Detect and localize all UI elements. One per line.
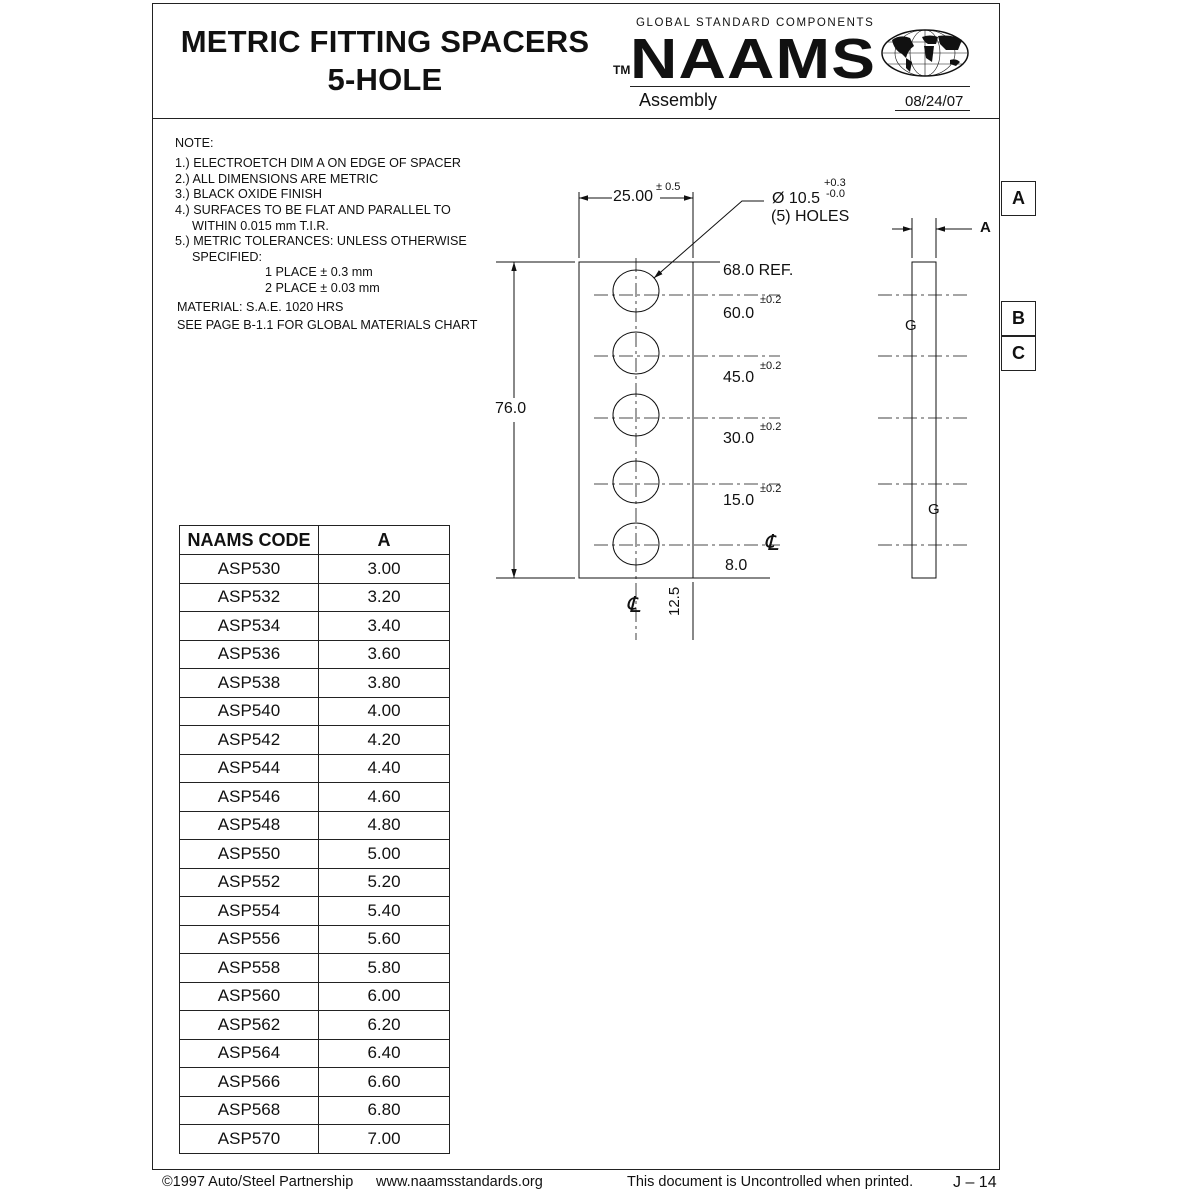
brand-logo-text: NAAMS (630, 27, 877, 91)
table-row (180, 1011, 450, 1040)
bottom-dimension: 8.0 (725, 557, 748, 574)
naams-code-cell: ASP566 (180, 1068, 319, 1097)
notes-heading: NOTE: (175, 136, 214, 150)
table-row (180, 925, 450, 954)
table-row (180, 840, 450, 869)
section-label: Assembly (639, 90, 718, 110)
centerline-symbol: ℄ (626, 592, 641, 617)
dimension-a-cell: 5.60 (319, 925, 450, 954)
naams-code-cell: ASP530 (180, 555, 319, 584)
naams-code-cell: ASP554 (180, 897, 319, 926)
naams-code-cell: ASP552 (180, 868, 319, 897)
website-link[interactable]: www.naamsstandards.org (376, 1174, 543, 1190)
table-row (180, 1039, 450, 1068)
page-subtitle: 5-HOLE (327, 62, 443, 97)
dimension-a-cell: 3.20 (319, 583, 450, 612)
dimension-a-cell: 4.60 (319, 783, 450, 812)
side-view-outline (912, 262, 936, 578)
dimension-a-cell: 3.40 (319, 612, 450, 641)
callout-box-a: A (1001, 181, 1036, 216)
dimension-a-cell: 6.60 (319, 1068, 450, 1097)
table-row (180, 612, 450, 641)
table-row (180, 897, 450, 926)
hole-diameter: Ø 10.5 (772, 190, 821, 207)
position-tolerance: ±0.2 (760, 294, 782, 306)
g-label: G (905, 317, 917, 334)
dimension-a-cell: 4.00 (319, 697, 450, 726)
column-header-a: A (319, 526, 450, 555)
material-note: MATERIAL: S.A.E. 1020 HRS (177, 300, 344, 314)
naams-code-cell: ASP556 (180, 925, 319, 954)
note-item: 1.) ELECTROETCH DIM A ON EDGE OF SPACER (175, 156, 461, 170)
table-row (180, 1096, 450, 1125)
table-row (180, 1125, 450, 1154)
naams-code-cell: ASP538 (180, 669, 319, 698)
copyright: ©1997 Auto/Steel Partnership (162, 1174, 354, 1190)
naams-code-cell: ASP542 (180, 726, 319, 755)
table-row (180, 754, 450, 783)
hole-position-dimension: 45.0 (723, 369, 755, 386)
naams-code-cell: ASP562 (180, 1011, 319, 1040)
dimension-a-cell: 3.00 (319, 555, 450, 584)
naams-code-cell: ASP534 (180, 612, 319, 641)
dimension-a-cell: 6.00 (319, 982, 450, 1011)
naams-code-cell: ASP536 (180, 640, 319, 669)
dimension-a-cell: 3.60 (319, 640, 450, 669)
callout-box-c: C (1001, 336, 1036, 371)
table-row (180, 982, 450, 1011)
note-item: WITHIN 0.015 mm T.I.R. (192, 219, 329, 233)
naams-code-cell: ASP546 (180, 783, 319, 812)
naams-code-cell: ASP548 (180, 811, 319, 840)
note-item: 1 PLACE ± 0.3 mm (265, 265, 373, 279)
naams-code-cell: ASP558 (180, 954, 319, 983)
hole-tolerance-minus: -0.0 (826, 188, 845, 200)
note-item: 2.) ALL DIMENSIONS ARE METRIC (175, 172, 379, 186)
hole-position-dimension: 60.0 (723, 305, 755, 322)
naams-code-table (179, 525, 450, 1154)
trademark-mark: TM (613, 63, 631, 77)
note-item: 2 PLACE ± 0.03 mm (265, 281, 380, 295)
materials-chart-reference: SEE PAGE B-1.1 FOR GLOBAL MATERIALS CHART (177, 318, 478, 332)
table-row (180, 640, 450, 669)
note-item: 4.) SURFACES TO BE FLAT AND PARALLEL TO (175, 203, 451, 217)
table-row (180, 783, 450, 812)
table-row (180, 1068, 450, 1097)
naams-code-cell: ASP544 (180, 754, 319, 783)
position-tolerance: ±0.2 (760, 483, 782, 495)
table-row (180, 954, 450, 983)
dimension-a-cell: 5.00 (319, 840, 450, 869)
column-header-code: NAAMS CODE (180, 526, 319, 555)
naams-code-cell: ASP540 (180, 697, 319, 726)
dimension-a-cell: 5.80 (319, 954, 450, 983)
table-row (180, 555, 450, 584)
dimension-a-cell: 7.00 (319, 1125, 450, 1154)
note-item: 3.) BLACK OXIDE FINISH (175, 187, 322, 201)
table-row (180, 697, 450, 726)
dimension-a-cell: 5.40 (319, 897, 450, 926)
dimension-a-cell: 6.40 (319, 1039, 450, 1068)
holes-count-label: (5) HOLES (771, 208, 850, 225)
hole-tolerance-plus: +0.3 (824, 177, 846, 189)
width-tolerance: ± 0.5 (656, 181, 681, 193)
table-row (180, 583, 450, 612)
position-tolerance: ±0.2 (760, 360, 782, 372)
naams-code-cell: ASP568 (180, 1096, 319, 1125)
naams-code-cell: ASP564 (180, 1039, 319, 1068)
centerline-symbol: ℄ (764, 530, 779, 555)
dimension-a-cell: 6.20 (319, 1011, 450, 1040)
uncontrolled-disclaimer: This document is Uncontrolled when printed. (627, 1174, 914, 1190)
g-label: G (928, 501, 940, 518)
dimension-a-cell: 4.40 (319, 754, 450, 783)
side-thickness-label: A (980, 219, 991, 236)
width-dimension: 25.00 (613, 188, 654, 205)
centerline-offset-dimension: 12.5 (666, 586, 683, 616)
page-number: J – 14 (953, 1174, 997, 1191)
naams-code-cell: ASP550 (180, 840, 319, 869)
note-item: SPECIFIED: (192, 250, 262, 264)
position-tolerance: ±0.2 (760, 421, 782, 433)
height-dimension: 76.0 (495, 400, 527, 417)
table-row (180, 669, 450, 698)
naams-code-cell: ASP560 (180, 982, 319, 1011)
page-title: METRIC FITTING SPACERS (180, 24, 590, 59)
revision-date: 08/24/07 (905, 93, 964, 110)
reference-dimension: 68.0 REF. (723, 262, 794, 279)
dimension-a-cell: 3.80 (319, 669, 450, 698)
brand-tagline: GLOBAL STANDARD COMPONENTS (636, 17, 875, 29)
dimension-a-cell: 6.80 (319, 1096, 450, 1125)
callout-box-b: B (1001, 301, 1036, 336)
dimension-a-cell: 5.20 (319, 868, 450, 897)
table-header-row (180, 526, 450, 555)
dimension-a-cell: 4.20 (319, 726, 450, 755)
table-row (180, 868, 450, 897)
table-row (180, 811, 450, 840)
naams-code-cell: ASP570 (180, 1125, 319, 1154)
table-row (180, 726, 450, 755)
naams-code-cell: ASP532 (180, 583, 319, 612)
note-item: 5.) METRIC TOLERANCES: UNLESS OTHERWISE (175, 234, 467, 248)
hole-position-dimension: 30.0 (723, 430, 755, 447)
hole-position-dimension: 15.0 (723, 492, 755, 509)
dimension-a-cell: 4.80 (319, 811, 450, 840)
